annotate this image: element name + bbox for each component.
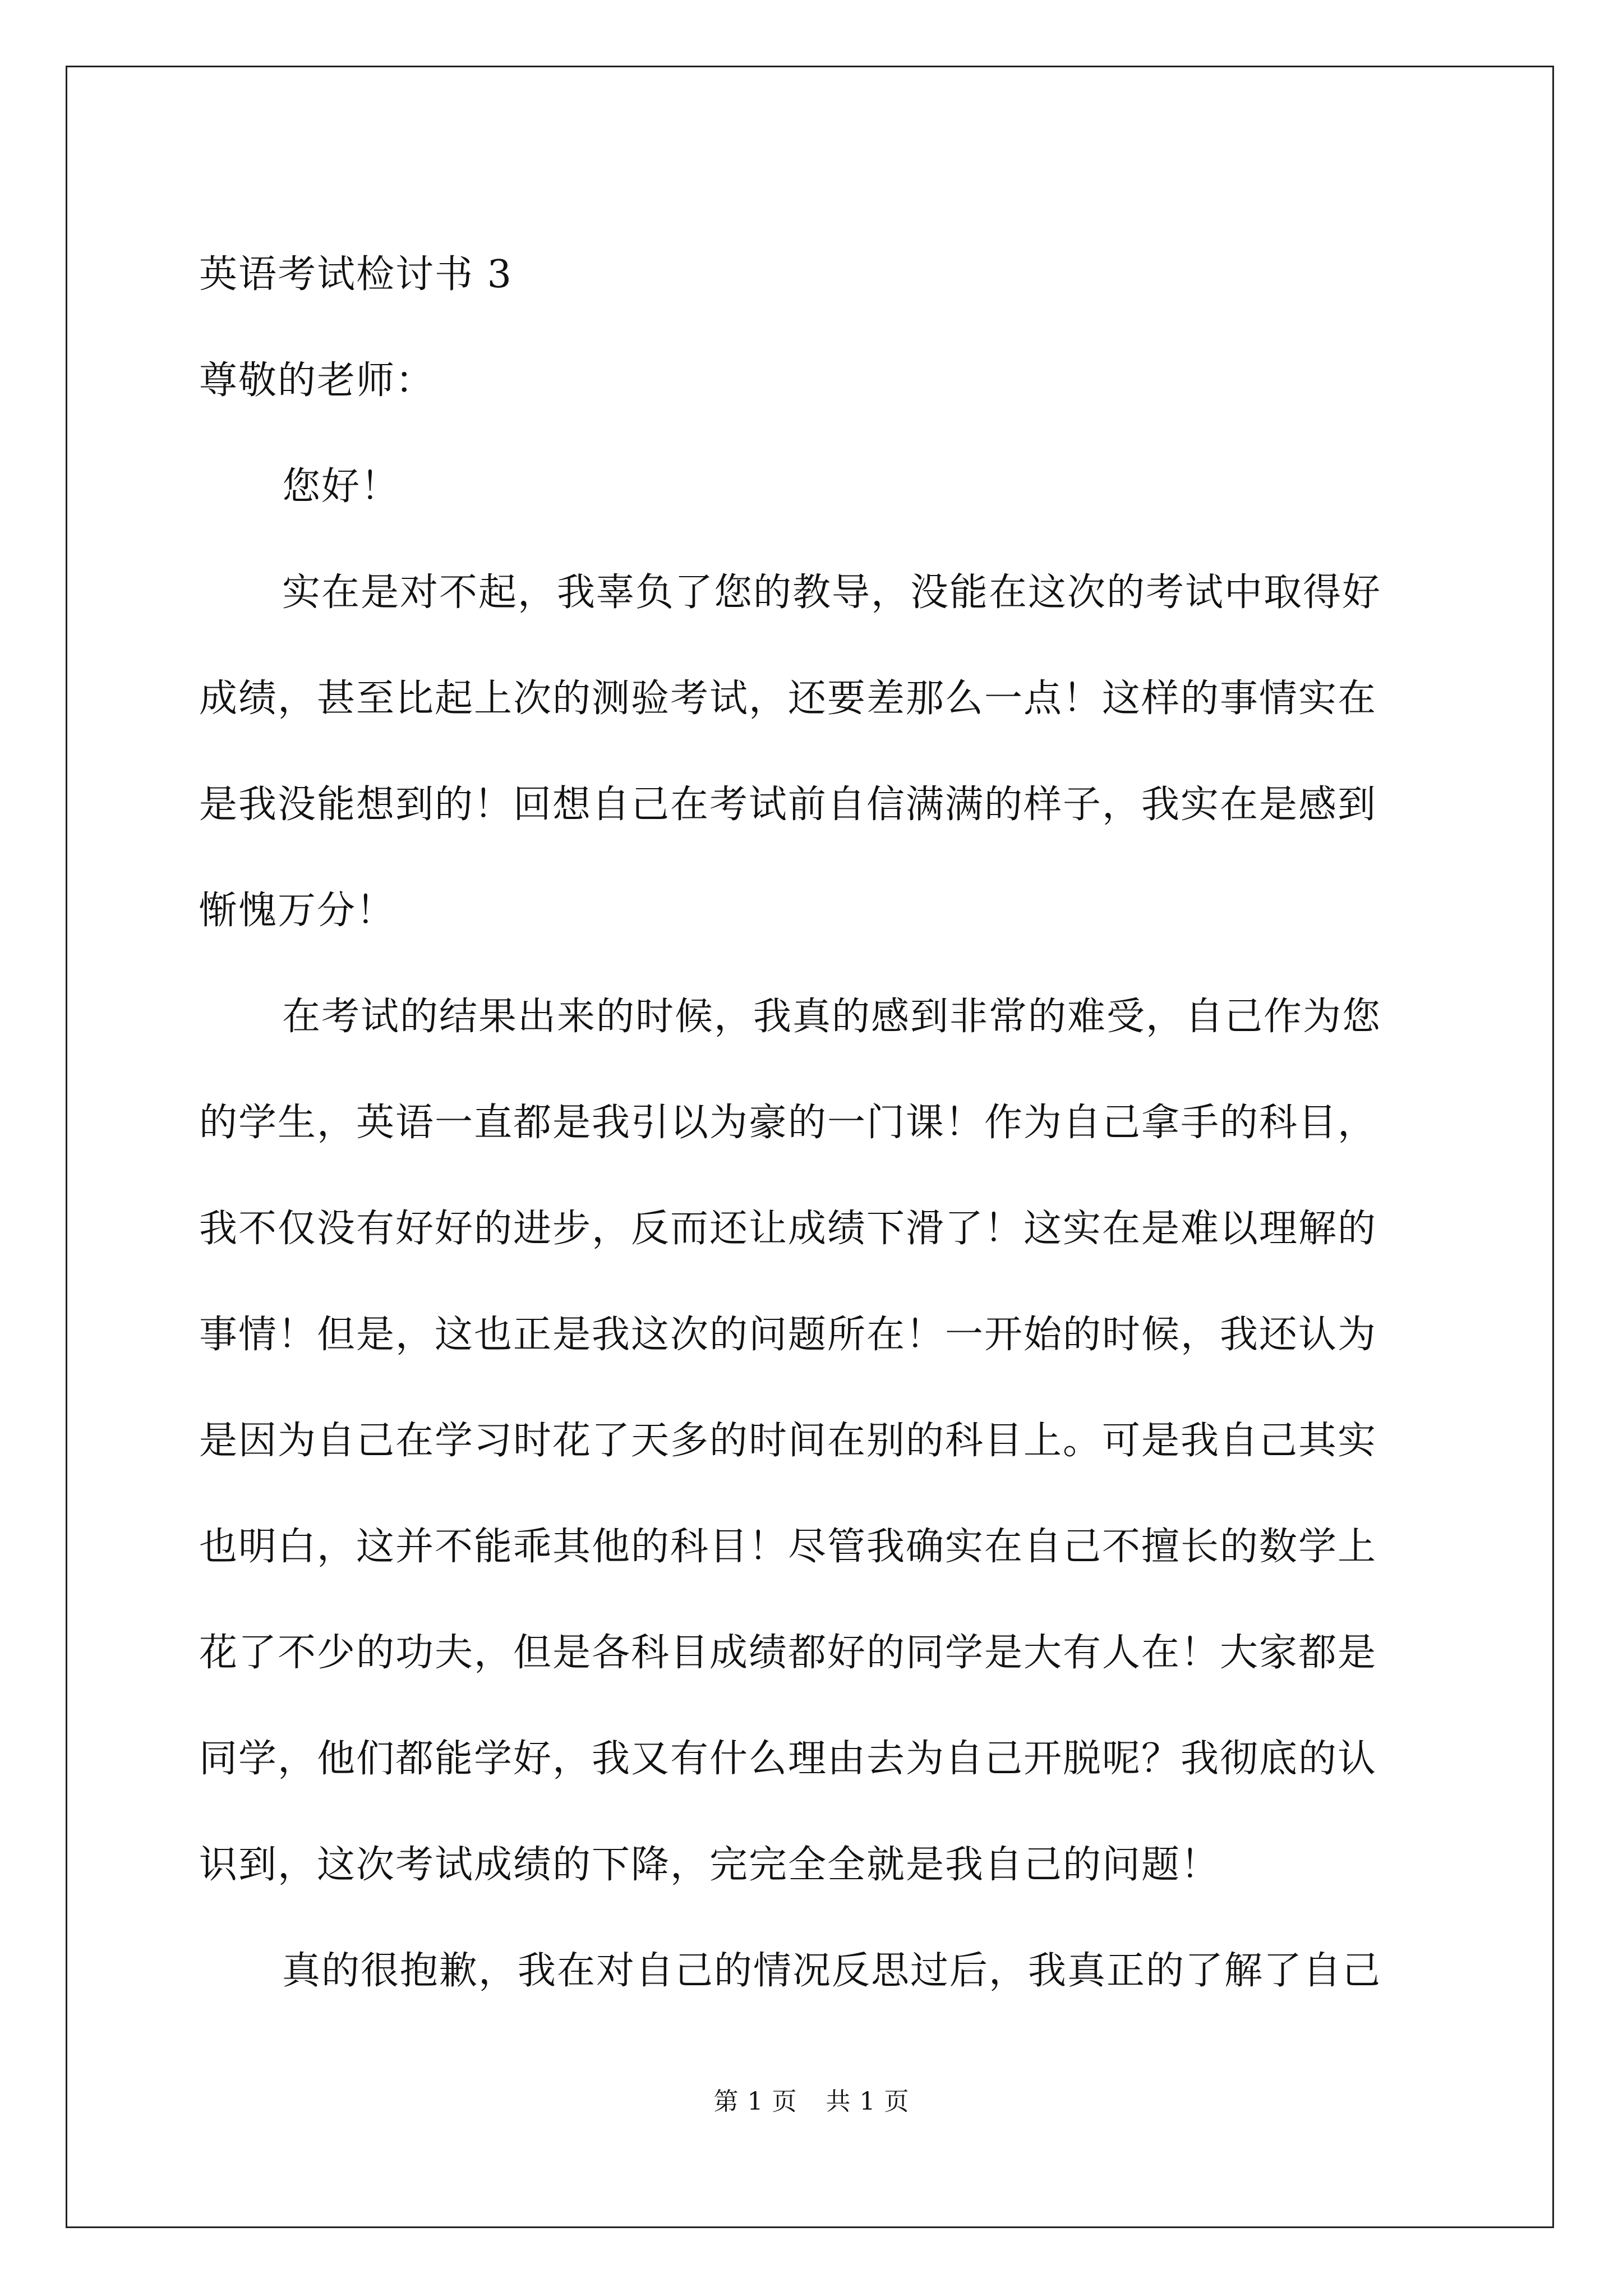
paragraph-line: 是我没能想到的！回想自己在考试前自信满满的样子，我实在是感到 (199, 783, 1377, 827)
paragraph-2 (199, 964, 1430, 1918)
page-number: 第 1 页 (713, 2087, 797, 2116)
paragraph-line: 实在是对不起，我辜负了您的教导，没能在这次的考试中取得好 (282, 570, 1382, 615)
paragraph-line: 真的很抱歉，我在对自己的情况反思过后，我真正的了解了自己 (282, 1949, 1382, 1993)
paragraph-line: 的学生，英语一直都是我引以为豪的一门课！作为自己拿手的科目， (199, 1101, 1377, 1145)
paragraph-1 (199, 540, 1430, 964)
paragraph-line: 在考试的结果出来的时候，我真的感到非常的难受，自己作为您 (282, 995, 1382, 1039)
paragraph-line: 花了不少的功夫，但是各科目成绩都好的同学是大有人在！大家都是 (199, 1631, 1377, 1675)
salutation: 尊敬的老师： (199, 358, 435, 403)
page-total: 共 1 页 (826, 2087, 910, 2116)
paragraph-line: 成绩，甚至比起上次的测验考试，还要差那么一点！这样的事情实在 (199, 677, 1377, 721)
paragraph-3 (199, 1918, 1430, 2024)
paragraph-line: 识到，这次考试成绩的下降，完完全全就是我自己的问题！ (199, 1843, 1220, 1887)
paragraph-line: 惭愧万分！ (199, 889, 396, 933)
document-title: 英语考试检讨书 3 (199, 252, 513, 297)
greeting: 您好！ (282, 464, 400, 509)
page-footer (0, 2081, 1623, 2117)
paragraph-line: 是因为自己在学习时花了天多的时间在别的科目上。可是我自己其实 (199, 1419, 1377, 1463)
paragraph-line: 同学，他们都能学好，我又有什么理由去为自己开脱呢？我彻底的认 (199, 1737, 1377, 1781)
paragraph-line: 事情！但是，这也正是我这次的问题所在！一开始的时候，我还认为 (199, 1313, 1377, 1357)
paragraph-line: 我不仅没有好好的进步，反而还让成绩下滑了！这实在是难以理解的 (199, 1207, 1377, 1251)
paragraph-line: 也明白，这并不能乖其他的科目！尽管我确实在自己不擅长的数学上 (199, 1525, 1377, 1569)
document-body (199, 222, 1430, 2024)
